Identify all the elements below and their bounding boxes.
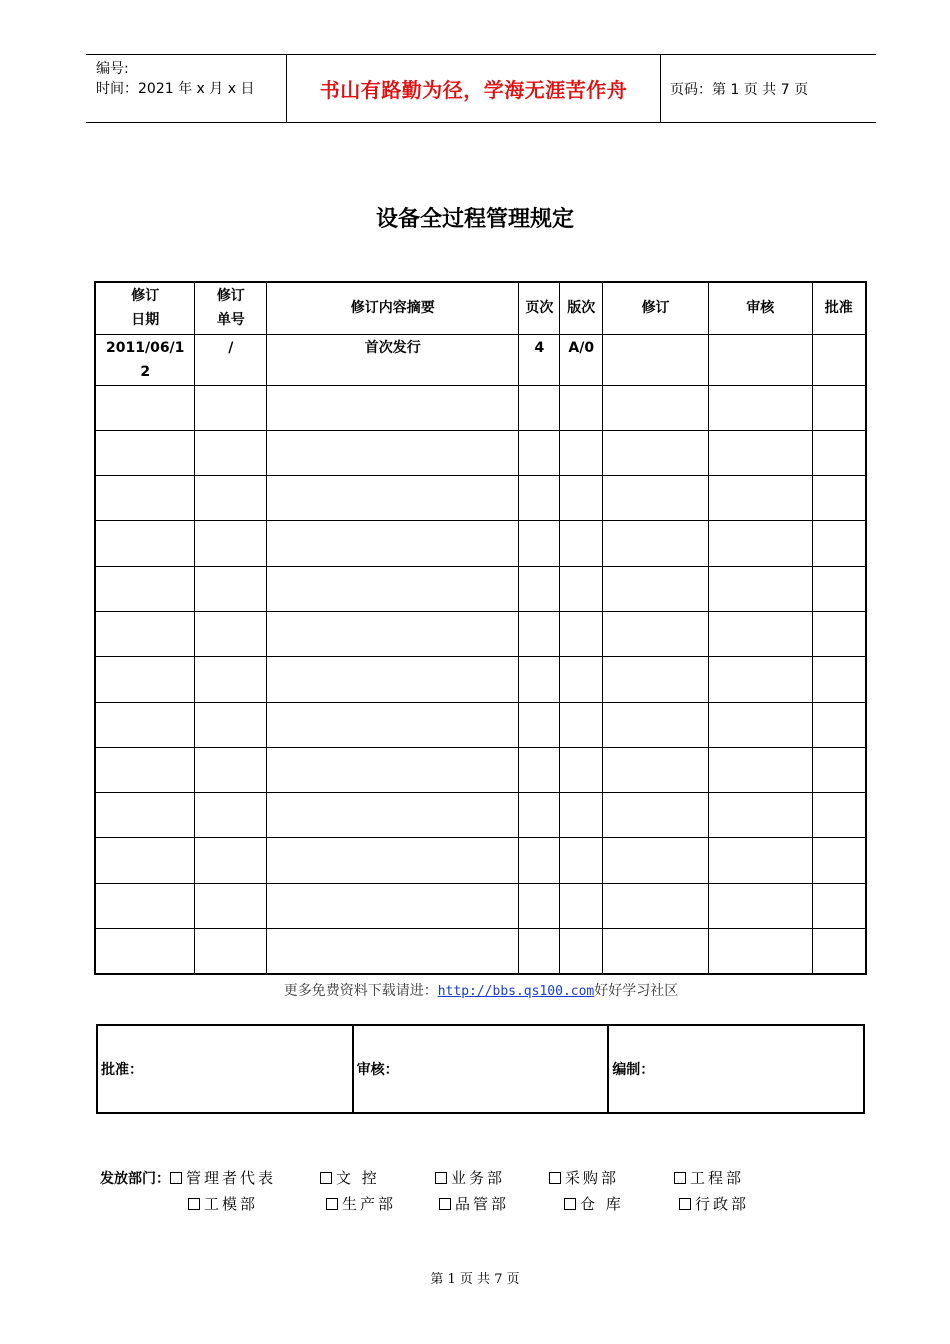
checkbox-icon <box>435 1172 447 1184</box>
download-link[interactable]: http://bbs.qs100.com <box>437 984 595 999</box>
empty-cell <box>519 385 560 430</box>
empty-cell <box>519 476 560 521</box>
empty-cell <box>603 793 709 838</box>
empty-cell <box>95 566 195 611</box>
empty-cell <box>195 476 267 521</box>
empty-cell <box>812 838 866 883</box>
col-version: 版次 <box>560 282 603 334</box>
page-header <box>86 54 876 123</box>
dist-item[interactable]: 工程部 <box>674 1166 744 1191</box>
empty-cell <box>267 385 519 430</box>
empty-cell <box>560 657 603 702</box>
empty-cell <box>708 838 812 883</box>
empty-cell <box>267 793 519 838</box>
empty-cell <box>519 747 560 792</box>
empty-cell <box>519 566 560 611</box>
table-row <box>95 476 866 521</box>
empty-cell <box>195 883 267 928</box>
empty-cell <box>708 929 812 974</box>
empty-cell <box>267 702 519 747</box>
empty-cell <box>560 793 603 838</box>
empty-cell <box>195 430 267 475</box>
table-row <box>95 521 866 566</box>
cell-approve <box>812 334 866 385</box>
empty-cell <box>195 385 267 430</box>
dist-item[interactable]: 行政部 <box>679 1192 749 1217</box>
empty-cell <box>560 521 603 566</box>
header-doc-info <box>86 55 287 122</box>
empty-cell <box>95 883 195 928</box>
empty-cell <box>195 702 267 747</box>
empty-cell <box>603 747 709 792</box>
empty-cell <box>812 702 866 747</box>
dist-item[interactable]: 品管部 <box>439 1192 564 1217</box>
table-row <box>95 385 866 430</box>
dist-item[interactable]: 采购部 <box>549 1166 674 1191</box>
table-row <box>95 334 866 385</box>
empty-cell <box>603 566 709 611</box>
empty-cell <box>95 430 195 475</box>
empty-cell <box>812 929 866 974</box>
table-row <box>95 657 866 702</box>
col-approve: 批准 <box>812 282 866 334</box>
empty-cell <box>708 521 812 566</box>
cell-pages: 4 <box>519 334 560 385</box>
distribution-row-2 <box>100 1192 749 1217</box>
cell-revision-number: / <box>195 334 267 385</box>
checkbox-icon <box>549 1172 561 1184</box>
checkbox-icon <box>170 1172 182 1184</box>
empty-cell <box>812 521 866 566</box>
empty-cell <box>708 566 812 611</box>
signature-table <box>96 1024 865 1114</box>
empty-cell <box>560 476 603 521</box>
document-title: 设备全过程管理规定 <box>375 206 574 232</box>
dist-item[interactable]: 生产部 <box>326 1192 439 1217</box>
cell-revision-date: 2011/06/1 2 <box>95 334 195 385</box>
table-row <box>95 430 866 475</box>
empty-cell <box>95 657 195 702</box>
empty-cell <box>560 883 603 928</box>
empty-cell <box>560 430 603 475</box>
empty-cell <box>708 611 812 656</box>
approve-field: 批准： <box>97 1025 353 1113</box>
dist-item[interactable]: 文 控 <box>320 1166 435 1191</box>
empty-cell <box>708 883 812 928</box>
empty-cell <box>812 566 866 611</box>
empty-cell <box>519 838 560 883</box>
table-row <box>95 883 866 928</box>
dist-item[interactable]: 管理者代表 <box>170 1166 320 1191</box>
distribution-row-1 <box>100 1166 749 1192</box>
table-row <box>95 838 866 883</box>
empty-cell <box>603 385 709 430</box>
empty-cell <box>812 611 866 656</box>
empty-cell <box>603 702 709 747</box>
col-revision-summary: 修订内容摘要 <box>267 282 519 334</box>
page-footer: 第 1 页 共 7 页 <box>430 1272 520 1287</box>
empty-cell <box>603 657 709 702</box>
empty-cell <box>519 702 560 747</box>
empty-cell <box>95 793 195 838</box>
empty-cell <box>560 611 603 656</box>
empty-cell <box>195 657 267 702</box>
empty-cell <box>708 793 812 838</box>
empty-cell <box>195 929 267 974</box>
checkbox-icon <box>439 1198 451 1210</box>
checkbox-icon <box>320 1172 332 1184</box>
empty-cell <box>95 702 195 747</box>
header-motto: 书山有路勤为径，学海无涯苦作舟 <box>287 55 661 122</box>
empty-cell <box>267 747 519 792</box>
cell-revise <box>603 334 709 385</box>
table-row <box>95 793 866 838</box>
col-revise: 修订 <box>603 282 709 334</box>
col-revision-number: 修订 单号 <box>195 282 267 334</box>
distribution-label: 发放部门： <box>100 1171 170 1187</box>
empty-cell <box>708 430 812 475</box>
empty-cell <box>267 929 519 974</box>
empty-cell <box>519 521 560 566</box>
empty-cell <box>519 793 560 838</box>
checkbox-icon <box>564 1198 576 1210</box>
empty-cell <box>812 476 866 521</box>
empty-cell <box>267 838 519 883</box>
empty-cell <box>95 521 195 566</box>
table-row <box>95 929 866 974</box>
empty-cell <box>267 521 519 566</box>
empty-cell <box>267 430 519 475</box>
empty-cell <box>812 430 866 475</box>
table-row <box>95 702 866 747</box>
empty-cell <box>812 657 866 702</box>
empty-cell <box>267 476 519 521</box>
empty-cell <box>603 476 709 521</box>
checkbox-icon <box>188 1198 200 1210</box>
empty-cell <box>519 657 560 702</box>
doc-time-label: 时间：2021 年 x 月 x 日 <box>96 81 255 97</box>
cell-review <box>708 334 812 385</box>
empty-cell <box>812 883 866 928</box>
empty-cell <box>708 702 812 747</box>
dist-item[interactable]: 业务部 <box>435 1166 549 1191</box>
col-revision-date: 修订 日期 <box>95 282 195 334</box>
empty-cell <box>519 611 560 656</box>
cell-revision-summary: 首次发行 <box>267 334 519 385</box>
empty-cell <box>603 838 709 883</box>
empty-cell <box>519 430 560 475</box>
empty-cell <box>95 476 195 521</box>
dist-item[interactable]: 仓 库 <box>564 1192 679 1217</box>
empty-cell <box>603 929 709 974</box>
empty-cell <box>812 793 866 838</box>
compile-field: 编制： <box>612 1062 655 1078</box>
empty-cell <box>267 566 519 611</box>
empty-cell <box>519 883 560 928</box>
empty-cell <box>708 747 812 792</box>
revision-table <box>94 281 867 975</box>
empty-cell <box>560 566 603 611</box>
empty-cell <box>195 838 267 883</box>
download-note: 更多免费资料下载请进：http://bbs.qs100.com好好学习社区 <box>283 983 679 999</box>
distribution-section <box>100 1166 749 1217</box>
empty-cell <box>560 702 603 747</box>
table-row <box>95 611 866 656</box>
empty-cell <box>708 476 812 521</box>
empty-cell <box>519 929 560 974</box>
empty-cell <box>267 657 519 702</box>
empty-cell <box>195 793 267 838</box>
col-review: 审核 <box>708 282 812 334</box>
empty-cell <box>560 838 603 883</box>
empty-cell <box>603 883 709 928</box>
empty-cell <box>95 929 195 974</box>
empty-cell <box>708 385 812 430</box>
empty-cell <box>560 747 603 792</box>
cell-version: A/0 <box>560 334 603 385</box>
review-field: 审核： <box>353 1025 609 1113</box>
col-pages: 页次 <box>519 282 560 334</box>
empty-cell <box>603 430 709 475</box>
empty-cell <box>603 611 709 656</box>
empty-cell <box>267 883 519 928</box>
table-row <box>95 747 866 792</box>
empty-cell <box>195 566 267 611</box>
revision-header-row <box>95 282 866 334</box>
doc-number-label: 编号: <box>96 61 129 77</box>
empty-cell <box>95 611 195 656</box>
empty-cell <box>812 385 866 430</box>
empty-cell <box>267 611 519 656</box>
table-row <box>95 566 866 611</box>
empty-cell <box>560 929 603 974</box>
checkbox-icon <box>326 1198 338 1210</box>
empty-cell <box>560 385 603 430</box>
empty-cell <box>95 747 195 792</box>
empty-cell <box>95 838 195 883</box>
dist-item[interactable]: 工模部 <box>188 1192 326 1217</box>
empty-cell <box>195 521 267 566</box>
empty-cell <box>812 747 866 792</box>
checkbox-icon <box>679 1198 691 1210</box>
empty-cell <box>195 747 267 792</box>
empty-cell <box>603 521 709 566</box>
empty-cell <box>95 385 195 430</box>
empty-cell <box>708 657 812 702</box>
header-page-info: 页码：第 1 页 共 7 页 <box>670 81 809 98</box>
empty-cell <box>195 611 267 656</box>
checkbox-icon <box>674 1172 686 1184</box>
